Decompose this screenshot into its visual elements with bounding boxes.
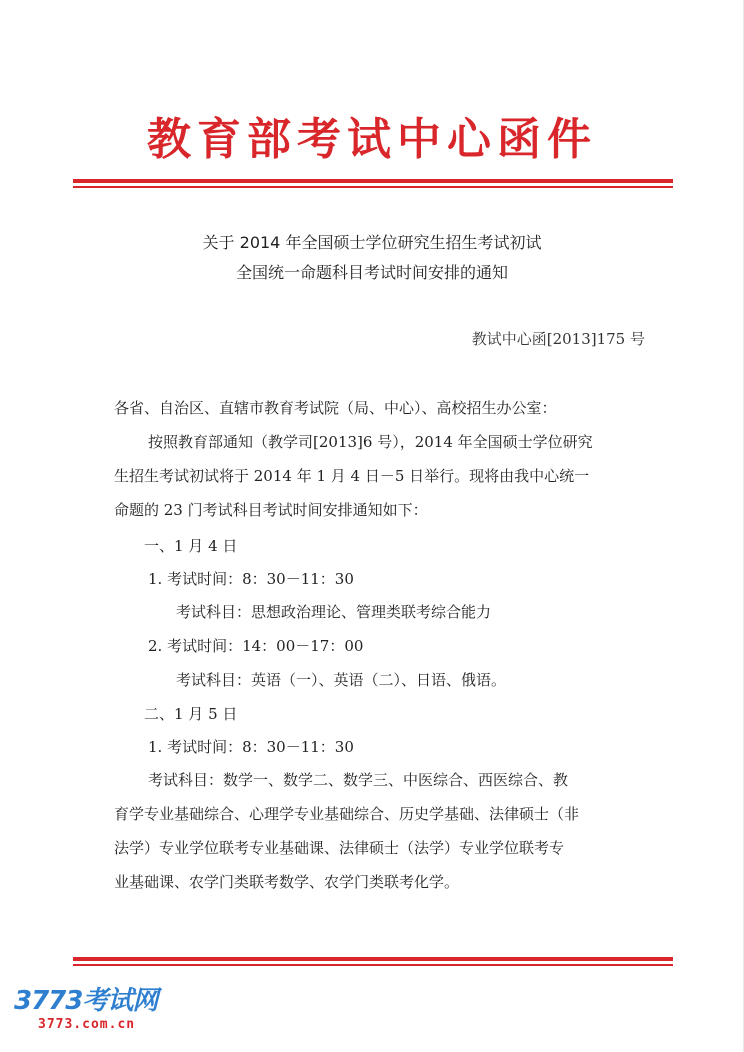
watermark-brand: 3773考试网	[14, 986, 158, 1016]
document-title-line-2: 全国统一命题科目考试时间安排的通知	[235, 263, 508, 282]
day2-subjects-line-4: 业基础课、农学门类联考数学、农学门类联考化学。	[114, 873, 460, 891]
day1-heading: 一、1 月 4 日	[144, 537, 238, 555]
document-title-line-1: 关于 2014 年全国硕士学位研究生招生考试初试	[202, 233, 542, 252]
day2-subjects-line-3: 法学）专业学位联考专业基础课、法律硕士（法学）专业学位联考专	[114, 839, 565, 857]
day2-session1-time: 1. 考试时间：8：30－11：30	[148, 738, 354, 756]
day1-session2-subjects: 考试科目：英语（一）、英语（二）、日语、俄语。	[176, 671, 507, 689]
intro-line-2: 生招生考试初试将于 2014 年 1 月 4 日－5 日举行。现将由我中心统一	[114, 467, 590, 485]
document-title	[0, 228, 744, 288]
day1-session1-subjects: 考试科目：思想政治理论、管理类联考综合能力	[176, 603, 492, 621]
day1-session2-time: 2. 考试时间：14：00－17：00	[148, 637, 364, 655]
footer-rule-thick	[73, 957, 673, 961]
day2-heading: 二、1 月 5 日	[144, 705, 238, 723]
day1-session1-time: 1. 考试时间：8：30－11：30	[148, 570, 354, 588]
footer-rule-thin	[73, 964, 673, 966]
intro-line-3: 命题的 23 门考试科目考试时间安排通知如下：	[114, 501, 428, 519]
day2-subjects-line-2: 育学专业基础综合、心理学专业基础综合、历史学基础、法律硕士（非	[114, 805, 580, 823]
letterhead-title: 教育部考试中心函件	[147, 114, 597, 165]
reference-number: 教试中心函[2013]175 号	[471, 330, 645, 348]
watermark-url: 3773.com.cn	[38, 1017, 136, 1032]
addressee: 各省、自治区、直辖市教育考试院（局、中心）、高校招生办公室：	[114, 399, 557, 417]
letterhead-rule-thin	[73, 186, 673, 188]
site-watermark	[14, 986, 184, 1036]
day2-subjects-line-1: 考试科目：数学一、数学二、数学三、中医综合、西医综合、教	[148, 771, 569, 789]
intro-line-1: 按照教育部通知（教学司[2013]6 号），2014 年全国硕士学位研究	[148, 433, 593, 451]
letterhead-rule-thick	[73, 179, 673, 183]
